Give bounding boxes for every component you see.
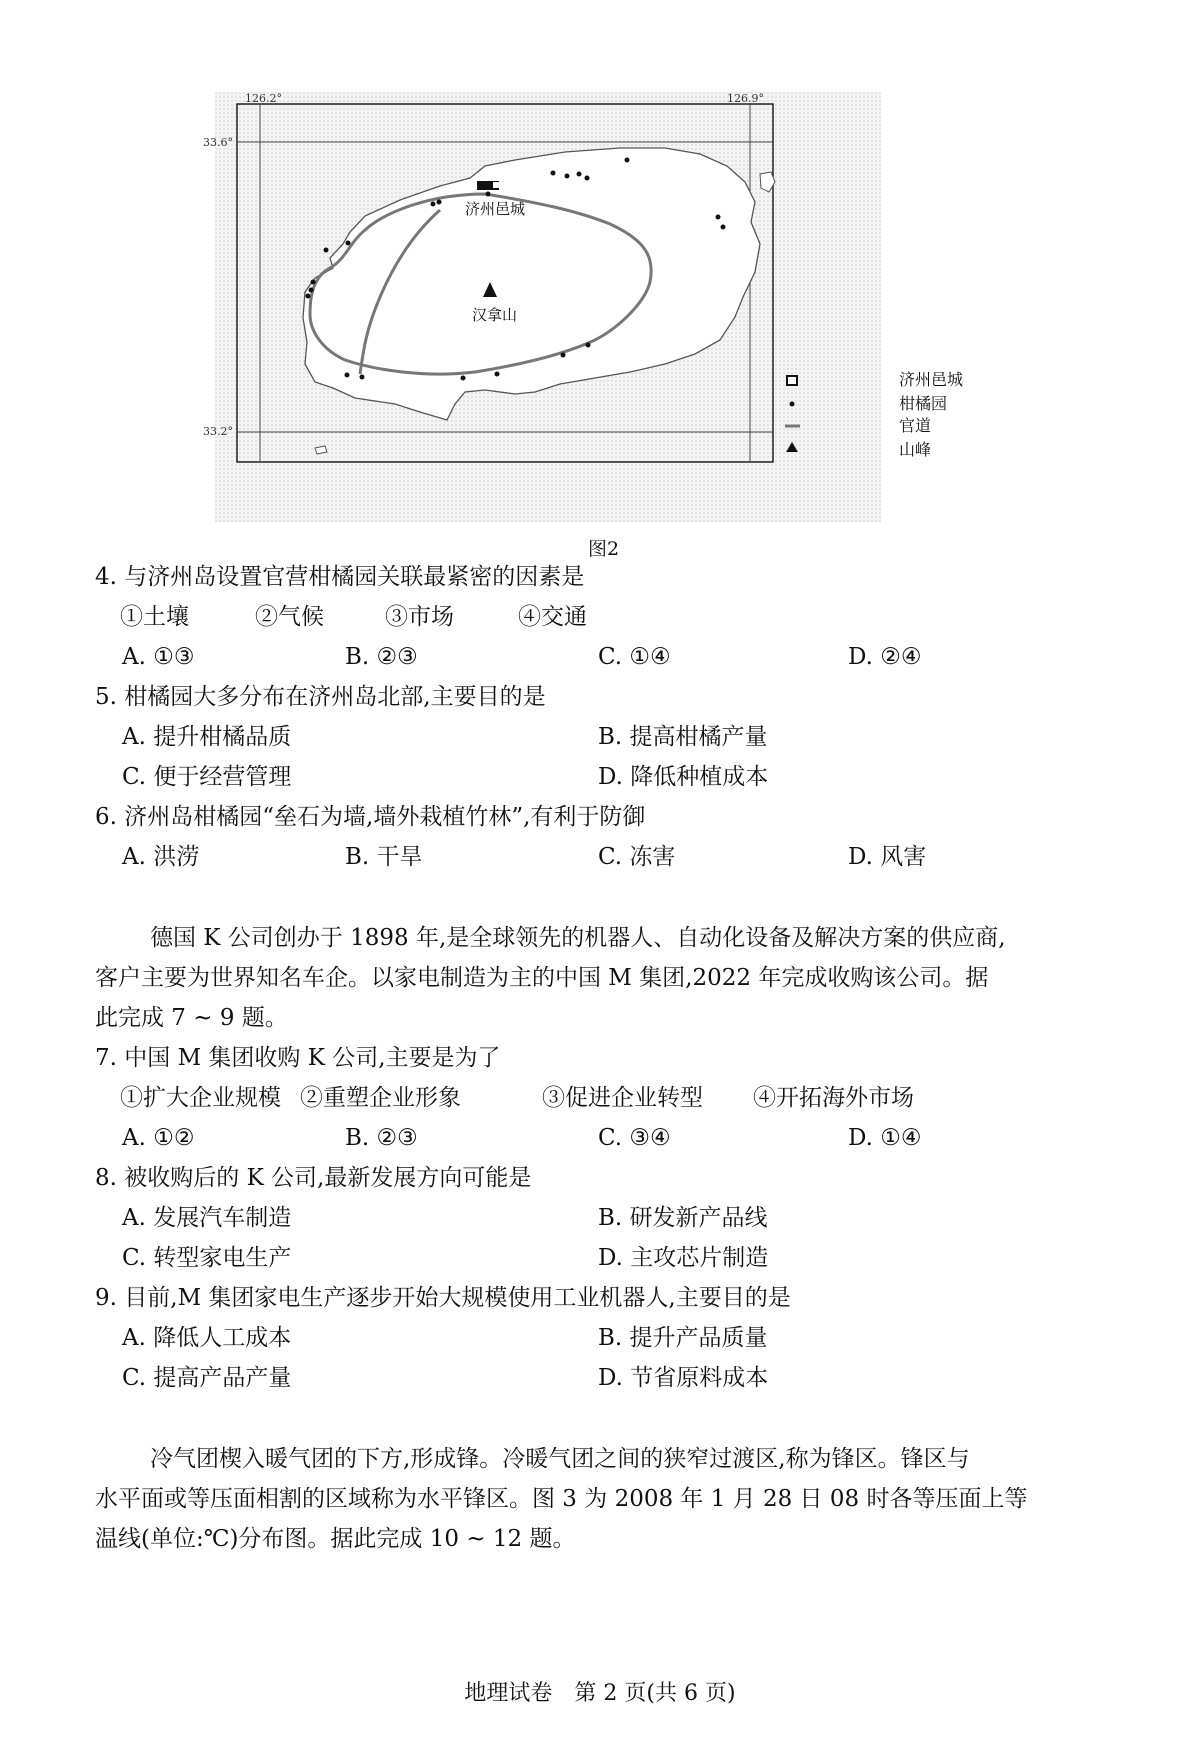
mountain-label: 汉拿山: [472, 306, 518, 324]
q9-option-c: C. 提高产品产量: [122, 1365, 292, 1391]
q6-option-d: D. 风害: [848, 844, 927, 870]
q4-item-4: ④交通: [518, 604, 587, 630]
q9-option-a: A. 降低人工成本: [122, 1325, 292, 1351]
legend-road: [877, 416, 931, 436]
legend-peak-label: 山峰: [899, 440, 932, 459]
q8-option-b: B. 研发新产品线: [598, 1205, 768, 1231]
q5-option-c: C. 便于经营管理: [122, 764, 292, 790]
jeju-island-map: [203, 92, 985, 522]
q4-item-3: ③市场: [385, 604, 454, 630]
passage2-line3: 温线(单位:℃)分布图。据此完成 10 ~ 12 题。: [95, 1526, 576, 1552]
passage2-line2: 水平面或等压面相割的区域称为水平锋区。图 3 为 2008 年 1 月 28 日 08 时各等压面上等: [95, 1486, 1028, 1512]
passage1-line2: 客户主要为世界知名车企。以家电制造为主的中国 M 集团,2022 年完成收购该公司。据: [95, 965, 989, 991]
lon-label-right: 126.9°: [727, 92, 764, 105]
q9-option-b: B. 提升产品质量: [598, 1325, 768, 1351]
city-marker: [477, 181, 499, 190]
q7-option-d: D. ①④: [848, 1125, 922, 1151]
legend-orchard-label: 柑橘园: [899, 394, 948, 413]
q8-option-a: A. 发展汽车制造: [122, 1205, 292, 1231]
q8-stem: 8. 被收购后的 K 公司,最新发展方向可能是: [95, 1165, 532, 1191]
q6-option-a: A. 洪涝: [122, 844, 200, 870]
figure-caption: 图2: [588, 538, 620, 560]
lat-label-bottom: 33.2°: [203, 425, 233, 438]
map-graphic: [215, 92, 985, 522]
islet-s: [315, 446, 327, 454]
q7-item-2: ②重塑企业形象: [300, 1085, 461, 1111]
q9-option-d: D. 节省原料成本: [598, 1365, 769, 1391]
legend-road-label: 官道: [899, 416, 932, 435]
q7-item-3: ③促进企业转型: [542, 1085, 703, 1111]
city-label: 济州邑城: [465, 200, 526, 218]
q5-option-b: B. 提高柑橘产量: [598, 724, 768, 750]
q7-option-c: C. ③④: [598, 1125, 671, 1151]
q7-item-4: ④开拓海外市场: [753, 1085, 914, 1111]
q4-item-1: ①土壤: [120, 604, 189, 630]
q4-option-a: A. ①③: [122, 644, 195, 670]
legend-city-label: 济州邑城: [899, 370, 964, 389]
q8-option-d: D. 主攻芯片制造: [598, 1245, 769, 1271]
q6-option-b: B. 干旱: [345, 844, 423, 870]
q9-stem: 9. 目前,M 集团家电生产逐步开始大规模使用工业机器人,主要目的是: [95, 1285, 791, 1311]
q6-option-c: C. 冻害: [598, 844, 676, 870]
passage1-line3: 此完成 7 ~ 9 题。: [95, 1005, 288, 1031]
legend-peak: [877, 440, 931, 460]
q5-option-d: D. 降低种植成本: [598, 764, 769, 790]
q8-option-c: C. 转型家电生产: [122, 1245, 292, 1271]
q4-option-d: D. ②④: [848, 644, 922, 670]
q7-stem: 7. 中国 M 集团收购 K 公司,主要是为了: [95, 1045, 501, 1071]
passage2-line1: 冷气团楔入暖气团的下方,形成锋。冷暖气团之间的狭窄过渡区,称为锋区。锋区与: [150, 1446, 970, 1472]
q4-stem: 4. 与济州岛设置官营柑橘园关联最紧密的因素是: [95, 564, 585, 590]
q6-stem: 6. 济州岛柑橘园“垒石为墙,墙外栽植竹林”,有利于防御: [95, 804, 646, 830]
q5-option-a: A. 提升柑橘品质: [122, 724, 292, 750]
q4-item-2: ②气候: [255, 604, 324, 630]
q7-option-a: A. ①②: [122, 1125, 195, 1151]
q4-option-c: C. ①④: [598, 644, 671, 670]
q5-stem: 5. 柑橘园大多分布在济州岛北部,主要目的是: [95, 684, 546, 710]
page-footer: 地理试卷 第 2 页(共 6 页): [464, 1681, 736, 1706]
lat-label-top: 33.6°: [203, 136, 233, 149]
legend-orchard: [877, 394, 947, 414]
q7-option-b: B. ②③: [345, 1125, 418, 1151]
q7-item-1: ①扩大企业规模: [120, 1085, 281, 1111]
lon-label-left: 126.2°: [245, 92, 282, 105]
passage1-line1: 德国 K 公司创办于 1898 年,是全球领先的机器人、自动化设备及解决方案的供应商,: [150, 925, 1006, 951]
q4-option-b: B. ②③: [345, 644, 418, 670]
legend-city: [877, 370, 963, 390]
